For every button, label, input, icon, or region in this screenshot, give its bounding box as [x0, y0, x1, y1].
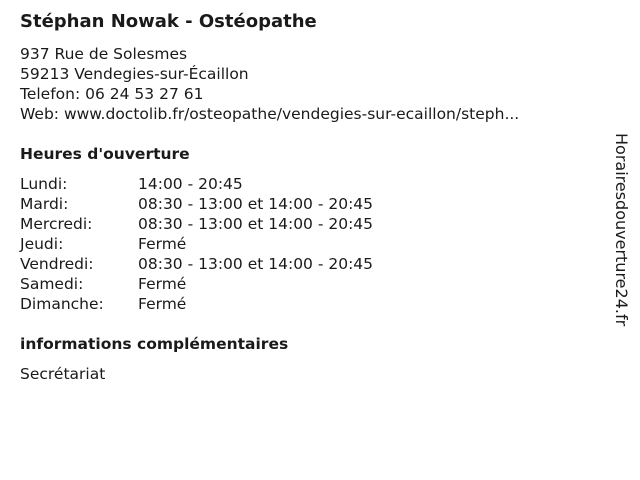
website-link: Web: www.doctolib.fr/osteopathe/vendegies-sur-ecaillon/steph... [20, 105, 520, 123]
info-heading: informations complémentaires [20, 335, 289, 353]
info-text: Secrétariat [20, 365, 106, 383]
day-label: Jeudi: [20, 235, 64, 253]
day-label: Lundi: [20, 175, 68, 193]
time-value: Fermé [138, 235, 187, 253]
time-value: 08:30 - 13:00 et 14:00 - 20:45 [138, 255, 374, 273]
day-label: Mercredi: [20, 215, 93, 233]
watermark-text: Horairesdouverture24.fr [612, 133, 631, 327]
hours-heading: Heures d'ouverture [20, 145, 190, 163]
time-value: Fermé [138, 275, 187, 293]
time-value: 08:30 - 13:00 et 14:00 - 20:45 [138, 195, 374, 213]
street-address: 937 Rue de Solesmes [20, 45, 188, 63]
time-value: 14:00 - 20:45 [138, 175, 243, 193]
time-value: Fermé [138, 295, 187, 313]
contact-block [20, 44, 519, 124]
day-label: Samedi: [20, 275, 84, 293]
watermark [611, 133, 631, 345]
day-label: Vendredi: [20, 255, 94, 273]
time-value: 08:30 - 13:00 et 14:00 - 20:45 [138, 215, 374, 233]
city-address: 59213 Vendegies-sur-Écaillon [20, 65, 249, 83]
day-label: Dimanche: [20, 295, 104, 313]
day-label: Mardi: [20, 195, 69, 213]
page-title: Stéphan Nowak - Ostéopathe [20, 11, 317, 32]
phone-number: Telefon: 06 24 53 27 61 [20, 85, 204, 103]
